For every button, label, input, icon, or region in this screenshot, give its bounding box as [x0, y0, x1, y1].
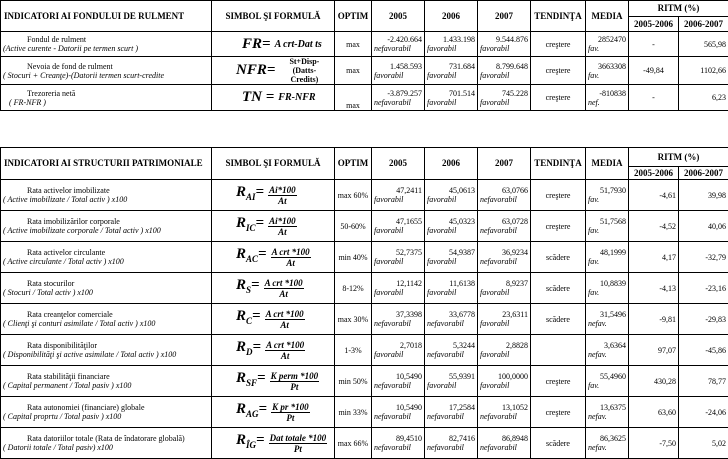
- formula-fraction: $\frac{\text{A crt *100}}{At}$: [271, 247, 311, 268]
- media-cell: 48,1999 fav.: [586, 242, 629, 273]
- table-row: [1, 304, 728, 335]
- indicator-cell: [1, 211, 212, 242]
- media-cell: -810838 nef.: [586, 85, 629, 111]
- value-2005: 12,1142 favorabil: [372, 273, 425, 304]
- formula-fraction: $\frac{\text{A crt *100}}{At}$: [264, 278, 304, 299]
- media-header: MEDIA: [586, 148, 629, 180]
- value-2005: 37,3398 nefavorabil: [372, 304, 425, 335]
- optim-header: OPTIM: [335, 148, 372, 180]
- value-2005: 1.458.593 favorabil: [372, 57, 425, 85]
- indicator-description: ( Active imobilizate corporale / Total activ ) x100: [3, 226, 209, 235]
- value-2007: 9.544.876 favorabil: [478, 32, 531, 57]
- value-2006: 82,7416 nefavorabil: [425, 428, 478, 459]
- formula-cell: [212, 273, 335, 304]
- indicator-description: ( Clienţi şi conturi asimilate / Total activ ) x100: [3, 319, 209, 328]
- trend-cell: scădere: [531, 428, 586, 459]
- ritm2-cell: 565,98: [679, 32, 728, 57]
- symbol: $R_{AI}=$: [236, 188, 264, 202]
- year-2006-header: 2006: [425, 148, 478, 180]
- value-2005: 47,1655 favorabil: [372, 211, 425, 242]
- value-2006: 701.514 favorabil: [425, 85, 478, 111]
- symbol: $R_{AC}=$: [236, 250, 267, 264]
- value-2007: 13,1052 nefavorabil: [478, 397, 531, 428]
- indicator-cell: [1, 242, 212, 273]
- table2-title: INDICATORI AI STRUCTURII PATRIMONIALE: [1, 148, 212, 180]
- formula: St+Disp-(Datts-Credits): [279, 57, 329, 84]
- indicator-description: ( Disponibilităţi şi active asimilate / Total activ ) x100: [3, 350, 209, 359]
- formula-cell: [212, 211, 335, 242]
- indicator-name: Rata disponibilităţilor: [3, 341, 209, 350]
- ritm-2006-2007-header: 2006-2007: [679, 17, 728, 32]
- optim-cell: 50-60%: [335, 211, 372, 242]
- indicator-name: Rata activelor imobilizate: [3, 186, 209, 195]
- ritm2-cell: 1102,66: [679, 57, 728, 85]
- value-2005: 10,5490 nefavorabil: [372, 397, 425, 428]
- ritm1-cell: 63,60: [629, 397, 679, 428]
- year-2005-header: 2005: [372, 1, 425, 32]
- trend-cell: creştere: [531, 57, 586, 85]
- optim-cell: 1-3%: [335, 335, 372, 366]
- table-row: [1, 273, 728, 304]
- ritm1-cell: -4,61: [629, 180, 679, 211]
- year-2006-header: 2006: [425, 1, 478, 32]
- optim-cell: min 33%: [335, 397, 372, 428]
- indicator-description: (Active curente - Datorii pe termen scurt ): [3, 44, 209, 53]
- ritm2-cell: -45,86: [679, 335, 728, 366]
- indicator-name: Rata stabilităţii financiare: [3, 372, 209, 381]
- optim-cell: max: [335, 32, 372, 57]
- optim-cell: min 50%: [335, 366, 372, 397]
- value-2006: 11,6138 favorabil: [425, 273, 478, 304]
- value-2006: 1.433.198 favorabil: [425, 32, 478, 57]
- media-cell: 51,7568 fav.: [586, 211, 629, 242]
- indicator-name: Fondul de rulment: [3, 35, 209, 44]
- value-2007: 2,8828 favorabil: [478, 335, 531, 366]
- trend-cell: scădere: [531, 304, 586, 335]
- ritm2-cell: 40,06: [679, 211, 728, 242]
- media-cell: 10,8839 fav.: [586, 273, 629, 304]
- formula-cell: [212, 242, 335, 273]
- ritm1-cell: -4,52: [629, 211, 679, 242]
- trend-cell: creştere: [531, 397, 586, 428]
- value-2006: 33,6778 nefavorabil: [425, 304, 478, 335]
- formula-cell: [212, 304, 335, 335]
- symbol: FR=: [242, 40, 271, 49]
- ritm1-cell: -: [629, 32, 679, 57]
- table-row: [1, 428, 728, 459]
- trend-cell: [531, 335, 586, 366]
- value-2006: 5,3244 nefavorabil: [425, 335, 478, 366]
- indicator-cell: [1, 397, 212, 428]
- value-2005: 10,5490 nefavorabil: [372, 366, 425, 397]
- indicator-name: Rata datoriilor totale (Rata de îndatorare globală): [3, 434, 209, 443]
- indicator-name: Nevoia de fond de rulment: [3, 62, 209, 71]
- media-cell: 13,6375 nefav.: [586, 397, 629, 428]
- formula: FR-NFR: [278, 93, 315, 102]
- value-2007: 63,0728 nefavorabil: [478, 211, 531, 242]
- media-cell: 31,5496 nefav.: [586, 304, 629, 335]
- value-2007: 36,9234 nefavorabil: [478, 242, 531, 273]
- formula-cell: [212, 366, 335, 397]
- indicator-cell: [1, 57, 212, 85]
- fund-indicators-table: [0, 0, 728, 111]
- indicator-description: ( Capital proprtu / Total pasiv ) x100: [3, 412, 209, 421]
- value-2005: 47,2411 favorabil: [372, 180, 425, 211]
- formula-fraction: $\frac{\text{A crt *100}}{At}$: [265, 340, 305, 361]
- ritm1-cell: -9,81: [629, 304, 679, 335]
- ritm1-cell: 4,17: [629, 242, 679, 273]
- media-cell: 3663308 fav.: [586, 57, 629, 85]
- ritm2-cell: 39,98: [679, 180, 728, 211]
- symbol: $R_D=$: [236, 343, 261, 357]
- table-row: [1, 32, 728, 57]
- table-row: [1, 335, 728, 366]
- year-2005-header: 2005: [372, 148, 425, 180]
- table-row: [1, 85, 728, 111]
- value-2005: 52,7375 favorabil: [372, 242, 425, 273]
- ritm1-cell: 97,07: [629, 335, 679, 366]
- symbol: $R_{SF}=$: [236, 374, 266, 388]
- trend-cell: scădere: [531, 242, 586, 273]
- value-2007: 100,0000 favorabil: [478, 366, 531, 397]
- value-2007: 8.799.648 favorabil: [478, 57, 531, 85]
- symbol: $R_C=$: [236, 312, 261, 326]
- trend-cell: creştere: [531, 366, 586, 397]
- value-2007: 86,8948 nefavorabil: [478, 428, 531, 459]
- ritm2-cell: -24,06: [679, 397, 728, 428]
- ritm1-cell: -7,50: [629, 428, 679, 459]
- ritm2-cell: 78,77: [679, 366, 728, 397]
- indicator-description: ( Active circulante / Total activ ) x100: [3, 257, 209, 266]
- formula-fraction: $\frac{\text{A crt *100}}{At}$: [265, 309, 305, 330]
- symbol: $R_{IC}=$: [236, 219, 264, 233]
- indicator-name: Rata imobilizărilor corporale: [3, 217, 209, 226]
- formula-cell: [212, 180, 335, 211]
- optim-cell: max 30%: [335, 304, 372, 335]
- trend-cell: scădere: [531, 273, 586, 304]
- value-2005: 89,4510 nefavorabil: [372, 428, 425, 459]
- ritm1-cell: 430,28: [629, 366, 679, 397]
- symbol: $R_{AG}=$: [236, 405, 267, 419]
- indicator-name: Rata stocurilor: [3, 279, 209, 288]
- symbol-header: SIMBOL ŞI FORMULĂ: [212, 1, 335, 32]
- formula: A crt-Dat ts: [275, 40, 322, 49]
- table-row: [1, 180, 728, 211]
- value-2005: -3.879.257 nefavorabil: [372, 85, 425, 111]
- symbol: $R_S=$: [236, 281, 260, 295]
- formula-fraction: $\frac{Ai*100}{At}$: [268, 185, 297, 206]
- indicator-cell: [1, 32, 212, 57]
- symbol: $R_{ÎG}=$: [236, 436, 265, 450]
- ritm1-cell: -4,13: [629, 273, 679, 304]
- value-2007: 23,6311 favorabil: [478, 304, 531, 335]
- indicator-description: ( Stocuri + Creanţe)-(Datorii termen scurt-credite: [3, 71, 209, 80]
- indicator-cell: [1, 335, 212, 366]
- formula-fraction: $\frac{\text{K perm *100}}{Pt}$: [270, 371, 320, 392]
- indicator-description: ( Capital permanent / Total pasiv ) x100: [3, 381, 209, 390]
- indicator-description: ( Stocuri / Total activ ) x100: [3, 288, 209, 297]
- ritm-2005-2006-header: 2005-2006: [629, 17, 679, 32]
- formula-fraction: $\frac{Ai*100}{At}$: [268, 216, 297, 237]
- trend-header: TENDINŢA: [531, 1, 586, 32]
- trend-cell: creştere: [531, 211, 586, 242]
- value-2006: 731.684 favorabil: [425, 57, 478, 85]
- indicator-cell: [1, 273, 212, 304]
- value-2005: 2,7018 favorabil: [372, 335, 425, 366]
- indicator-description: ( Datorii totale / Total pasiv) x100: [3, 443, 209, 452]
- value-2006: 45,0613 favorabil: [425, 180, 478, 211]
- ritm2-cell: 5,02: [679, 428, 728, 459]
- optim-cell: min 40%: [335, 242, 372, 273]
- media-cell: 2852470 fav.: [586, 32, 629, 57]
- table-row: [1, 397, 728, 428]
- ritm2-cell: -29,83: [679, 304, 728, 335]
- optim-cell: max 60%: [335, 180, 372, 211]
- optim-cell: max 66%: [335, 428, 372, 459]
- media-cell: 51,7930 fav.: [586, 180, 629, 211]
- ritm-2005-2006-header: 2005-2006: [629, 167, 679, 180]
- patrimonial-structure-table: [0, 147, 728, 459]
- ritm-header: RITM (%): [629, 1, 728, 17]
- indicator-description: ( Active imobilizate / Total activ ) x100: [3, 195, 209, 204]
- value-2006: 17,2584 nefavorabil: [425, 397, 478, 428]
- formula-cell: [212, 397, 335, 428]
- table-row: [1, 211, 728, 242]
- symbol: TN =: [242, 93, 274, 102]
- value-2006: 55,9391 favorabil: [425, 366, 478, 397]
- indicator-cell: [1, 85, 212, 111]
- optim-header: OPTIM: [335, 1, 372, 32]
- media-cell: 86,3625 nefav.: [586, 428, 629, 459]
- trend-cell: creştere: [531, 85, 586, 111]
- ritm2-cell: -23,16: [679, 273, 728, 304]
- formula-cell: [212, 428, 335, 459]
- value-2007: 8,9237 favorabil: [478, 273, 531, 304]
- indicator-cell: [1, 428, 212, 459]
- value-2005: -2.420.664 nefavorabil: [372, 32, 425, 57]
- ritm2-cell: 6,23: [679, 85, 728, 111]
- formula-cell: [212, 335, 335, 366]
- trend-header: TENDINŢA: [531, 148, 586, 180]
- ritm-header: RITM (%): [629, 148, 728, 167]
- indicator-cell: [1, 180, 212, 211]
- table-row: [1, 242, 728, 273]
- indicator-cell: [1, 304, 212, 335]
- value-2006: 54,9387 favorabil: [425, 242, 478, 273]
- ritm1-cell: -49,84: [629, 57, 679, 85]
- optim-cell: max: [335, 85, 372, 111]
- indicator-name: Rata creanţelor comerciale: [3, 310, 209, 319]
- media-cell: 55,4960 fav.: [586, 366, 629, 397]
- indicator-name: Trezoreria netă: [3, 89, 209, 98]
- symbol-header: SIMBOL ŞI FORMULĂ: [212, 148, 335, 180]
- value-2007: 745.228 favorabil: [478, 85, 531, 111]
- year-2007-header: 2007: [478, 148, 531, 180]
- ritm2-cell: -32,79: [679, 242, 728, 273]
- optim-cell: max: [335, 57, 372, 85]
- indicator-cell: [1, 366, 212, 397]
- trend-cell: creştere: [531, 180, 586, 211]
- optim-cell: 8-12%: [335, 273, 372, 304]
- indicator-description: ( FR-NFR ): [3, 98, 209, 107]
- value-2006: 45,0323 favorabil: [425, 211, 478, 242]
- formula-cell: [212, 85, 335, 111]
- indicator-name: Rata autonomiei (financiare) globale: [3, 403, 209, 412]
- ritm1-cell: -: [629, 85, 679, 111]
- formula-fraction: $\frac{\text{K pr *100}}{Pt}$: [271, 402, 310, 423]
- table1-title: INDICATORI AI FONDULUI DE RULMENT: [1, 1, 212, 32]
- table-row: [1, 366, 728, 397]
- table-row: [1, 57, 728, 85]
- ritm-2006-2007-header: 2006-2007: [679, 167, 728, 180]
- trend-cell: creştere: [531, 32, 586, 57]
- symbol: NFR=: [236, 66, 275, 75]
- formula-cell: [212, 57, 335, 85]
- media-header: MEDIA: [586, 1, 629, 32]
- indicator-name: Rata activelor circulante: [3, 248, 209, 257]
- formula-fraction: $\frac{\text{Dat totale *100}}{Pt}$: [269, 433, 328, 454]
- media-cell: 3,6364 nefav.: [586, 335, 629, 366]
- year-2007-header: 2007: [478, 1, 531, 32]
- formula-cell: [212, 32, 335, 57]
- value-2007: 63,0766 nefavorabil: [478, 180, 531, 211]
